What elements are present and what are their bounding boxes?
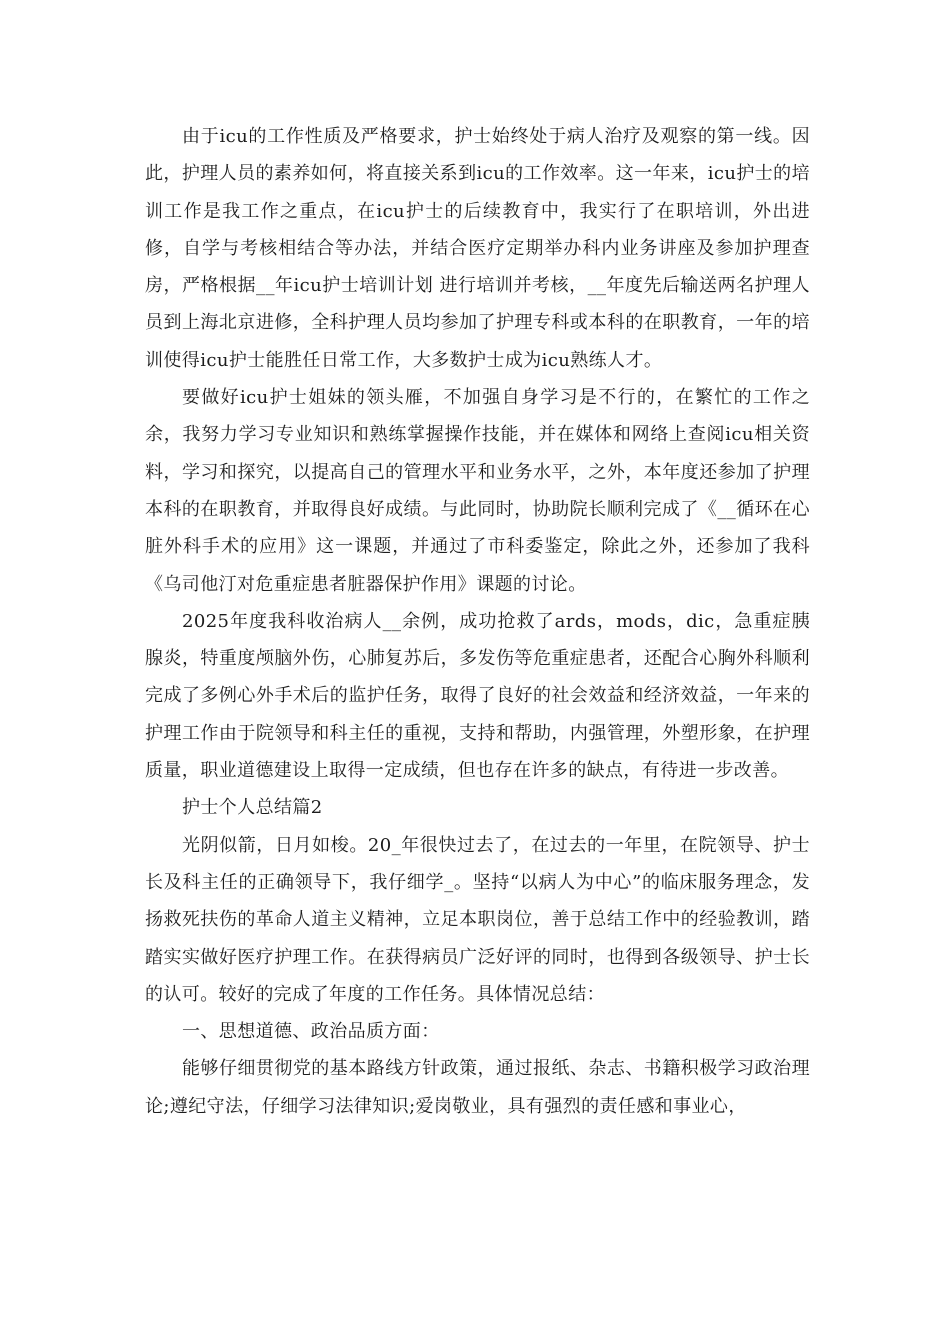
paragraph-self-study: 要做好icu护士姐妹的领头雁，不加强自身学习是不行的，在繁忙的工作之余，我努力学习专业知识和熟练掌握操作技能，并在媒体和网络上查阅icu相关资料，学习和探究，以提高自己的管理水平和业务水平，之外，本年度还参加了护理本科的在职教育，并取得良好成绩。与此同时，协助院长顺利完成了《__循环在心脏外科手术的应用》这一课题，并通过了市科委鉴定，除此之外，还参加了我科《乌司他汀对危重症患者脏器保护作用》课题的讨论。 xyxy=(145,387,810,595)
subheading-ideology: 一、思想道德、政治品质方面： xyxy=(182,1021,440,1043)
paragraph-party-line: 能够仔细贯彻党的基本路线方针政策，通过报纸、杂志、书籍积极学习政治理论;遵纪守法，仔细学习法律知识;爱岗敬业，具有强烈的责任感和事业心， xyxy=(145,1058,810,1117)
paragraph-year-review: 光阴似箭，日月如梭。20_年很快过去了，在过去的一年里，在院领导、护士长及科主任的正确领导下，我仔细学_。坚持“以病人为中心”的临床服务理念，发扬救死扶伤的革命人道主义精神，立足本职岗位，善于总结工作中的经验教训，踏踏实实做好医疗护理工作。在获得病员广泛好评的同时，也得到各级领导、护士长的认可。较好的完成了年度的工作任务。具体情况总结： xyxy=(145,834,810,1005)
document-body xyxy=(145,118,810,1125)
section-heading-part2: 护士个人总结篇2 xyxy=(182,797,323,819)
paragraph-annual-cases: 2025年度我科收治病人__余例，成功抢救了ards，mods，dic，急重症胰腺炎，特重度颅脑外伤，心肺复苏后，多发伤等危重症患者，还配合心胸外科顺利完成了多例心外手术后的监护任务，取得了良好的社会效益和经济效益，一年来的护理工作由于院领导和科主任的重视，支持和帮助，内强管理，外塑形象，在护理质量，职业道德建设上取得一定成绩，但也存在许多的缺点，有待进一步改善。 xyxy=(145,610,810,782)
paragraph-icu-training: 由于icu的工作性质及严格要求，护士始终处于病人治疗及观察的第一线。因此，护理人员的素养如何，将直接关系到icu的工作效率。这一年来，icu护士的培训工作是我工作之重点，在icu护士的后续教育中，我实行了在职培训，外出进修，自学与考核相结合等办法，并结合医疗定期举办科内业务讲座及参加护理查房，严格根据__年icu护士培训计划 进行培训并考核，__年度先后输送两名护理人员到上海北京进修，全科护理人员均参加了护理专科或本科的在职教育，一年的培训使得icu护士能胜任日常工作，大多数护士成为icu熟练人才。 xyxy=(145,126,810,371)
